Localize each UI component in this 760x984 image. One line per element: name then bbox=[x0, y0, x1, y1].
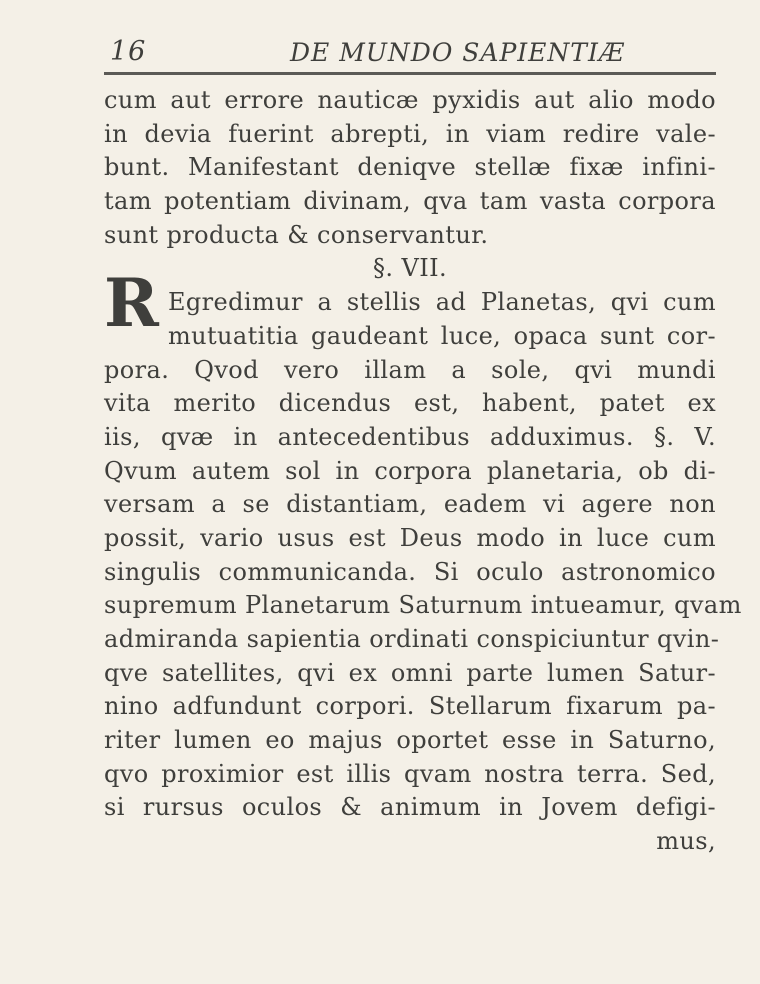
running-title: DE MUNDO SAPIENTIÆ bbox=[290, 38, 625, 67]
text-line: Egredimur a stellis ad Planetas, qvi cum bbox=[168, 288, 716, 317]
text-line: supremum Planetarum Saturnum intueamur, qvam bbox=[104, 591, 742, 620]
text-line: riter lumen eo majus oportet esse in Saturno, bbox=[104, 726, 716, 755]
text-line: singulis communicanda. Si oculo astronomico bbox=[104, 557, 716, 586]
running-head bbox=[110, 32, 720, 68]
text-line: qve satellites, qvi ex omni parte lumen Satur- bbox=[104, 658, 716, 687]
text-line: qvo proximior est illis qvam nostra terra. Sed, bbox=[104, 759, 716, 788]
catchword: mus, bbox=[656, 827, 716, 856]
text-line: iis, qvæ in antecedentibus adduximus. §. V. bbox=[104, 422, 716, 451]
text-line: vita merito dicendus est, habent, patet ex bbox=[104, 389, 716, 418]
header-rule bbox=[104, 72, 716, 75]
page-number: 16 bbox=[110, 36, 147, 67]
text-line: cum aut errore nauticæ pyxidis aut alio modo bbox=[104, 86, 716, 114]
text-line: nino adfundunt corpori. Stellarum fixarum pa- bbox=[104, 692, 716, 721]
text-line: bunt. Manifestant deniqve stellæ fixæ infini- bbox=[104, 153, 716, 182]
body-text bbox=[104, 84, 742, 859]
text-line: possit, vario usus est Deus modo in luce cum bbox=[104, 523, 716, 552]
text-line: pora. Qvod vero illam a sole, qvi mundi bbox=[104, 355, 716, 384]
text-line: mutuatitia gaudeant luce, opaca sunt cor- bbox=[168, 321, 716, 350]
text-line: in devia fuerint abrepti, in viam redire vale- bbox=[104, 119, 716, 148]
text-line: tam potentiam divinam, qva tam vasta corpora bbox=[104, 187, 716, 216]
text-line: versam a se distantiam, eadem vi agere non bbox=[104, 490, 716, 519]
text-line: admiranda sapientia ordinati conspiciuntur qvin- bbox=[104, 625, 720, 653]
drop-cap-initial: R bbox=[104, 264, 159, 342]
text-line: si rursus oculos & animum in Jovem defigi- bbox=[104, 793, 716, 822]
text-line: sunt producta & conservantur. bbox=[104, 220, 489, 249]
section-heading: §. VII. bbox=[373, 254, 447, 283]
text-line: Qvum autem sol in corpora planetaria, ob di- bbox=[104, 456, 716, 485]
